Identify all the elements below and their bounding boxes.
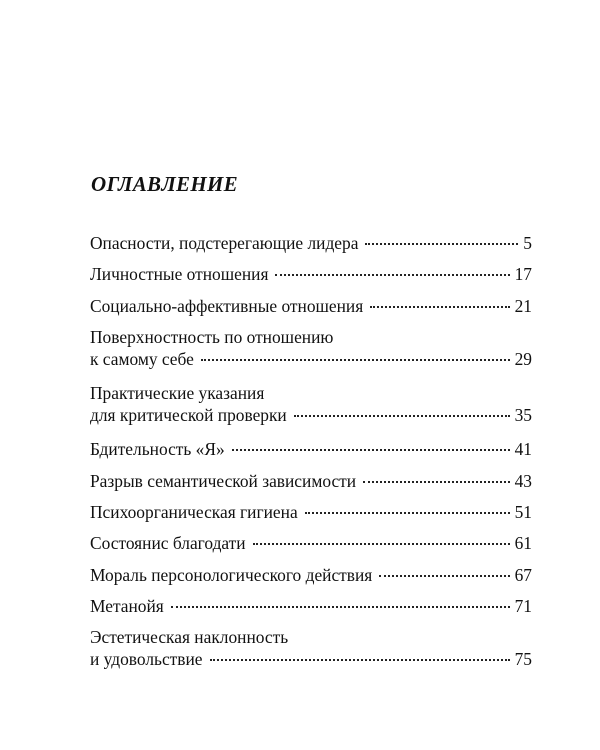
dot-leader xyxy=(370,306,509,308)
toc-entry[interactable] xyxy=(90,295,532,317)
table-of-contents xyxy=(90,232,532,683)
toc-page-number: 41 xyxy=(514,439,532,460)
dot-leader xyxy=(363,481,510,483)
toc-entry-title: Опасности, подстерегающие лидера xyxy=(90,233,359,253)
dot-leader xyxy=(253,543,510,545)
toc-entry-title-line-1: Эстетическая наклонность xyxy=(90,627,289,648)
toc-page-number: 17 xyxy=(514,264,532,285)
toc-page-number: 71 xyxy=(514,595,532,616)
dot-leader xyxy=(232,449,510,451)
toc-entry-title-line-2: и удовольствие xyxy=(90,649,203,670)
toc-entry[interactable] xyxy=(90,564,532,586)
toc-page-number: 67 xyxy=(514,564,532,585)
toc-entry[interactable] xyxy=(90,263,532,285)
toc-entry[interactable] xyxy=(90,438,532,460)
toc-page-number: 43 xyxy=(514,470,532,491)
dot-leader xyxy=(365,243,518,245)
toc-page-number: 75 xyxy=(514,649,532,670)
toc-entry-title: Бдительность «Я» xyxy=(90,439,225,460)
toc-entry[interactable] xyxy=(90,232,532,254)
toc-entry[interactable] xyxy=(90,595,532,617)
toc-page-number: 21 xyxy=(514,295,532,316)
toc-entry-title-line-2: к самому себе xyxy=(90,348,194,369)
dot-leader xyxy=(379,575,509,577)
dot-leader xyxy=(305,512,510,514)
toc-entry-title-line-2: для критической проверки xyxy=(90,405,287,426)
toc-page-number: 35 xyxy=(514,405,532,426)
toc-entry-title: Личностные отношения xyxy=(90,264,269,285)
toc-title: ОГЛАВЛЕНИЕ xyxy=(91,172,238,196)
dot-leader xyxy=(275,274,509,276)
dot-leader xyxy=(210,659,510,661)
toc-entry-title-line-1: Практические указания xyxy=(90,383,265,404)
dot-leader xyxy=(294,415,510,417)
toc-entry-title: Метанойя xyxy=(90,595,164,616)
toc-entry-title: Психоорганическая гигиена xyxy=(90,502,298,523)
toc-page-number: 51 xyxy=(514,502,532,523)
toc-entry[interactable] xyxy=(90,532,532,554)
toc-entry[interactable] xyxy=(90,501,532,523)
toc-entry[interactable] xyxy=(90,326,532,370)
dot-leader xyxy=(171,606,510,608)
toc-entry-title: Мораль персонологического действия xyxy=(90,564,373,585)
toc-entry[interactable] xyxy=(90,626,532,670)
toc-page-number: 61 xyxy=(514,533,532,554)
toc-entry-title-line-1: Поверхностность по отношению xyxy=(90,326,334,347)
toc-entry-title: Состоянис благодати xyxy=(90,533,246,554)
toc-entry[interactable] xyxy=(90,470,532,492)
toc-entry[interactable] xyxy=(90,382,532,426)
toc-page-number: 5 xyxy=(523,233,532,253)
toc-entry-title: Социально-аффективные отношения xyxy=(90,295,364,316)
dot-leader xyxy=(201,359,510,361)
toc-page-number: 29 xyxy=(514,348,532,369)
toc-entry-title: Разрыв семантической зависимости xyxy=(90,470,357,491)
